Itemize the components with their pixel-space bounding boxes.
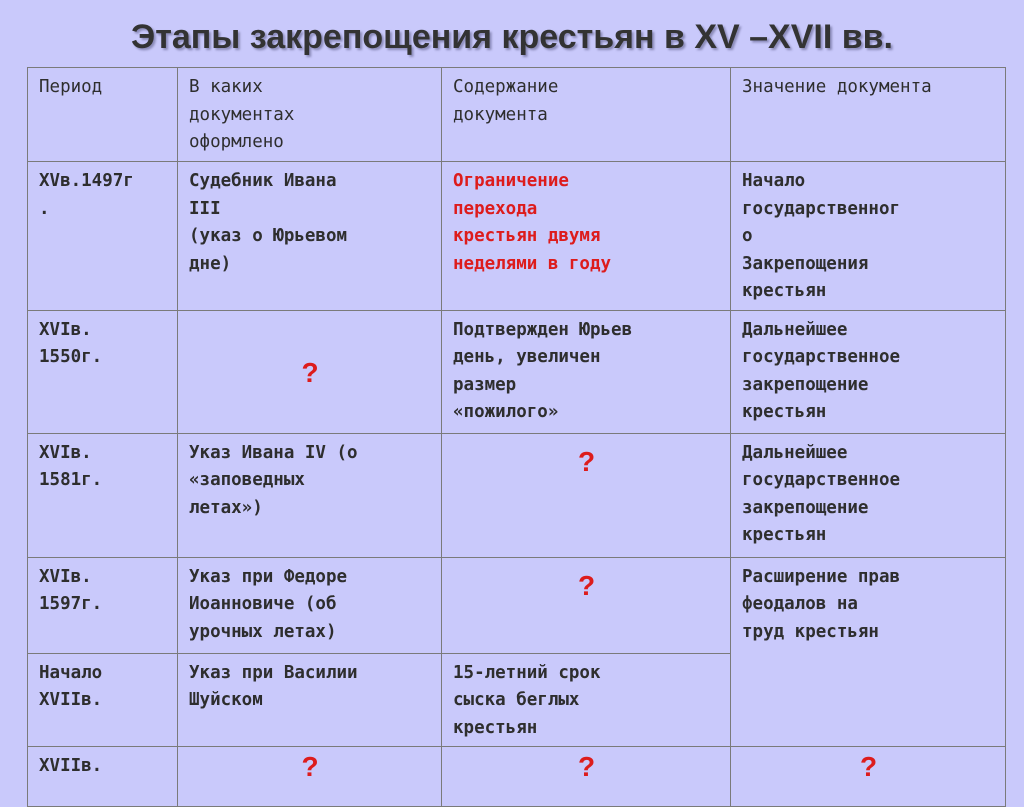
question-mark: ? (859, 751, 878, 782)
header-period: Период (28, 68, 178, 162)
question-mark: ? (577, 751, 596, 782)
table-row (28, 557, 1006, 653)
cell-period: XVIв. 1581г. (28, 433, 178, 557)
cell-period: Начало XVIIв. (28, 653, 178, 747)
cell-content (442, 557, 731, 653)
cell-documents: Указ при Василии Шуйском (178, 653, 442, 747)
cell-meaning: Дальнейшее государственное закрепощение крестьян (731, 433, 1006, 557)
cell-period: XVIв. 1550г. (28, 310, 178, 433)
header-content: Содержание документа (442, 68, 731, 162)
cell-content (442, 433, 731, 557)
question-mark: ? (301, 356, 319, 388)
cell-documents: Указ при Федоре Иоанновиче (об урочных летах) (178, 557, 442, 653)
table-row (28, 162, 1006, 311)
cell-documents: Указ Ивана IV (о «заповедных летах») (178, 433, 442, 557)
cell-period: XVв.1497г . (28, 162, 178, 311)
cell-meaning: Начало государственног о Закрепощения крестьян (731, 162, 1006, 311)
cell-period: XVIв. 1597г. (28, 557, 178, 653)
cell-content (442, 747, 731, 807)
cell-meaning: Расширение прав феодалов на труд крестьян (731, 557, 1006, 747)
highlighted-content: Ограничение перехода крестьян двумя неделями в году (453, 171, 612, 274)
cell-documents (178, 747, 442, 807)
page-title: Этапы закрепощения крестьян в XV –XVII вв. (131, 18, 893, 56)
table-row (28, 747, 1006, 807)
question-mark: ? (577, 445, 596, 477)
cell-meaning: Дальнейшее государственное закрепощение крестьян (731, 310, 1006, 433)
table-row (28, 310, 1006, 433)
cell-period: XVIIв. (28, 747, 178, 807)
cell-documents (178, 310, 442, 433)
cell-content: Подтвержден Юрьев день, увеличен размер «пожилого» (442, 310, 731, 433)
question-mark: ? (577, 569, 596, 601)
header-meaning: Значение документа (731, 68, 1006, 162)
cell-meaning (731, 747, 1006, 807)
table-header-row (28, 68, 1006, 162)
cell-documents: Судебник Ивана III (указ о Юрьевом дне) (178, 162, 442, 311)
header-documents: В каких документах оформлено (178, 68, 442, 162)
table-row (28, 433, 1006, 557)
cell-content (442, 162, 731, 311)
question-mark: ? (301, 751, 319, 782)
cell-content: 15-летний срок сыска беглых крестьян (442, 653, 731, 747)
serfdom-stages-table (27, 67, 1006, 807)
